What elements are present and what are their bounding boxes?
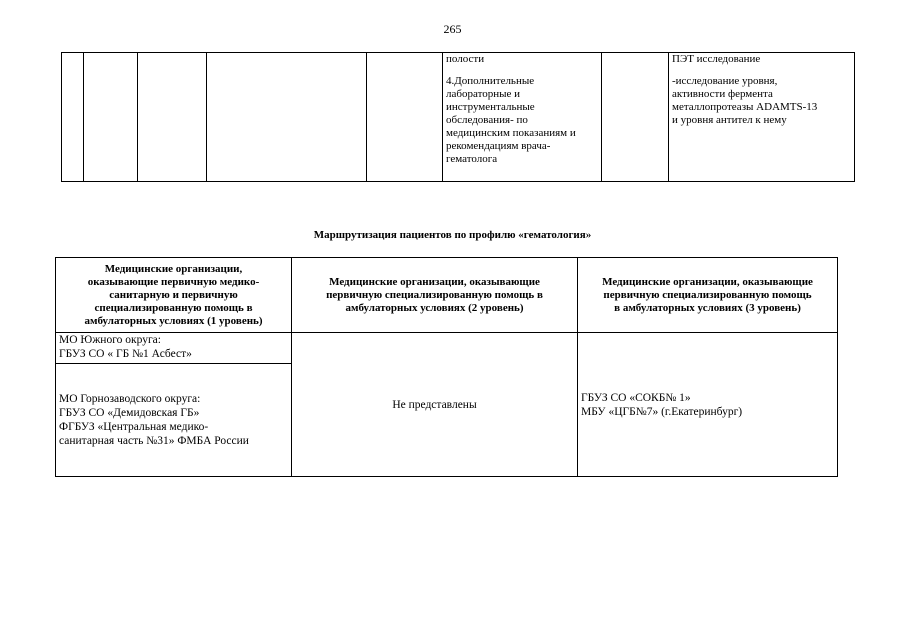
level1-gornozavodsky-cell <box>56 364 292 477</box>
cell-line: и уровня антител к нему <box>672 114 787 126</box>
header-level3 <box>578 258 838 333</box>
cell-line: активности фермента <box>672 88 773 100</box>
cell-line: обследования- по <box>446 114 528 126</box>
cell-line: медицинским показаниям и <box>446 127 576 139</box>
header-line: Медицинские организации, оказывающие <box>329 275 540 288</box>
cell-line: металлопротеазы ADAMTS-13 <box>672 101 818 113</box>
cell-line: МО Южного округа: <box>59 334 161 346</box>
header-line: первичную специализированную помощь в <box>326 288 543 301</box>
header-line: амбулаторных условиях (2 уровень) <box>345 301 524 314</box>
cell-line: ГБУЗ СО « ГБ №1 Асбест» <box>59 348 192 360</box>
header-level2 <box>292 258 578 333</box>
cell-line: ГБУЗ СО «Демидовская ГБ» <box>59 407 200 419</box>
table-cell <box>84 53 138 182</box>
table-cell <box>62 53 84 182</box>
table-cell <box>138 53 207 182</box>
cell-text: Не представлены <box>392 398 477 411</box>
cell-line: ПЭТ исследование <box>672 53 761 65</box>
cell-line: гематолога <box>446 153 498 165</box>
table-cell <box>367 53 443 182</box>
cell-line: МО Горнозаводского округа: <box>59 393 201 405</box>
header-line: Медицинские организации, <box>104 262 243 275</box>
header-line: санитарную и первичную <box>109 288 238 301</box>
continued-table <box>61 52 855 182</box>
cell-line: лабораторные и <box>446 88 521 100</box>
research-cell <box>669 53 855 182</box>
header-line: первичную специализированную помощь <box>603 288 812 301</box>
header-line: Медицинские организации, оказывающие <box>602 275 813 288</box>
cell-line: -исследование уровня, <box>672 75 778 87</box>
table-row <box>62 53 855 182</box>
header-line: амбулаторных условиях (1 уровень) <box>84 314 263 327</box>
examinations-cell <box>443 53 602 182</box>
level1-south-cell <box>56 333 292 364</box>
header-line: в амбулаторных условиях (3 уровень) <box>614 301 801 314</box>
level2-cell <box>292 333 578 477</box>
cell-line: ФГБУЗ «Центральная медико- <box>59 421 209 433</box>
cell-line: инструментальные <box>446 101 535 113</box>
table-header-row <box>56 258 838 333</box>
routing-table <box>55 257 838 477</box>
header-level1 <box>56 258 292 333</box>
page-number: 265 <box>443 22 462 36</box>
cell-line: МБУ «ЦГБ№7» (г.Екатеринбург) <box>581 405 743 418</box>
section-title: Маршрутизация пациентов по профилю «гематология» <box>313 229 592 241</box>
header-line: специализированную помощь в <box>94 301 253 314</box>
level3-cell <box>578 333 838 477</box>
table-cell <box>602 53 669 182</box>
table-row <box>56 333 838 364</box>
cell-line: санитарная часть №31» ФМБА России <box>59 435 249 447</box>
table-cell <box>207 53 367 182</box>
cell-line: рекомендациям врача- <box>446 140 551 152</box>
cell-line: ГБУЗ СО «СОКБ№ 1» <box>581 391 691 404</box>
cell-line: 4.Дополнительные <box>446 75 535 87</box>
cell-line: полости <box>446 53 485 65</box>
header-line: оказывающие первичную медико- <box>87 275 260 288</box>
